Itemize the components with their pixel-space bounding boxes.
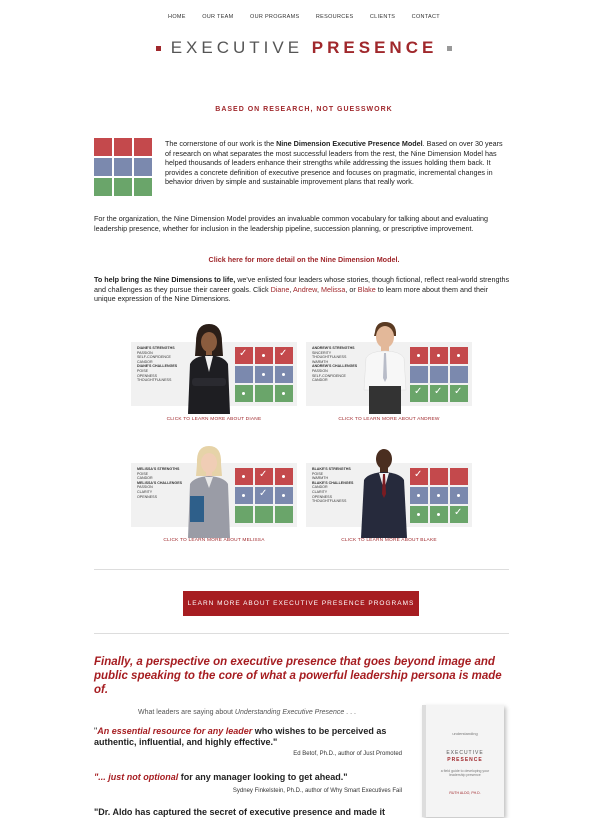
trait: CANDOR — [312, 378, 328, 383]
trait: SINCERITY — [312, 350, 332, 355]
trait: WARMTH — [312, 476, 329, 481]
testimonial-quote: "Dr. Aldo has captured the secret of executive presence and made it — [94, 807, 386, 817]
testimonial-attribution: Sydney Finkelstein, Ph.D., author of Why Smart Executives Fail — [232, 788, 402, 794]
melissa-grid-icon — [235, 468, 293, 523]
sep: , — [316, 284, 321, 294]
nav-clients[interactable]: CLIENTS — [369, 14, 396, 20]
nav-our-programs[interactable]: OUR PROGRAMS — [250, 14, 300, 20]
nav-resources[interactable]: RESOURCES — [315, 14, 354, 20]
tagline: Finally, a perspective on executive presence that goes beyond image and public speaking to the core of what a powerful leadership persona is made of. — [94, 656, 502, 696]
trait: SELF-CONFIDENCE — [312, 373, 346, 378]
quote-highlight: An essential resource for any leader — [97, 726, 253, 736]
trait: WARMTH — [312, 359, 329, 364]
intro-bold: Nine Dimension Executive Presence Model — [276, 139, 423, 148]
intro-lead: The cornerstone of our work is the — [165, 139, 277, 148]
trait: CANDOR — [137, 359, 153, 364]
intro-rest: . Based on over 30 years of research on what separates the most successful leaders from the rest, the Nine Dimension Model has helped thousands of leaders enhance their strengths while addressing the issues holding them back. It provides a concrete definition of executive presence and focuses on pragmatic, incremental changes in behavior driven by simple and sustainable improvement plans that really work. — [165, 139, 503, 187]
logo-square-icon — [156, 46, 161, 51]
quote-text: who wishes to be perceived as authentic, influential, and highly effective." — [94, 726, 387, 747]
intro-tail: . . . — [344, 709, 356, 716]
intro-lead: What leaders are saying about — [138, 709, 235, 716]
melissa-portrait[interactable] — [182, 444, 236, 538]
quote-text: for any manager looking to get ahead." — [178, 772, 348, 782]
blake-link[interactable]: Blake — [357, 284, 376, 294]
andrew-grid-icon — [410, 347, 468, 402]
leaders-text-end: to learn more about them and their unique expression of the Nine Dimensions. — [94, 284, 488, 304]
trait: CANDOR — [137, 476, 153, 481]
diane-link[interactable]: Diane — [270, 284, 290, 294]
nav-home[interactable]: HOME — [168, 14, 186, 20]
trait: OPENNESS — [312, 494, 332, 499]
diane-grid-icon — [235, 347, 293, 402]
trait: THOUGHTFULNESS — [137, 378, 172, 383]
trait: POISE — [137, 368, 148, 373]
andrew-portrait[interactable] — [358, 320, 412, 414]
trait: POISE — [312, 471, 323, 476]
challenges-title: ANDREW'S CHALLENGES — [312, 364, 358, 369]
nine-dimension-detail-link[interactable]: Click here for more detail on the Nine Dimension Model. — [208, 255, 400, 264]
blake-cta-link[interactable]: CLICK TO LEARN MORE ABOUT BLAKE — [341, 538, 437, 543]
book-title-line: PRESENCE — [447, 757, 483, 763]
strengths-title: ANDREW'S STRENGTHS — [312, 346, 355, 350]
book-subtitle: a field guide to developing your leadership presence — [440, 769, 490, 777]
strengths-title: BLAKE'S STRENGTHS — [312, 467, 351, 471]
challenges-title: DIANE'S CHALLENGES — [137, 364, 178, 369]
blake-portrait[interactable] — [356, 444, 412, 538]
top-nav — [0, 5, 608, 23]
intro-paragraph — [165, 139, 510, 187]
trait: OPENNESS — [137, 373, 157, 378]
trait: CANDOR — [312, 485, 328, 490]
quote-mark: " — [94, 726, 98, 736]
logo-word-presence: PRESENCE — [311, 38, 438, 57]
site-logo[interactable] — [0, 38, 608, 58]
trait: PASSION — [137, 350, 153, 355]
nav-our-team[interactable]: OUR TEAM — [202, 14, 234, 20]
blake-grid-icon — [410, 468, 468, 523]
trait: SELF-CONFIDENCE — [137, 355, 171, 360]
book-title: Understanding Executive Presence — [234, 709, 345, 716]
organization-paragraph: For the organization, the Nine Dimension Model provides an invaluable common vocabulary for talking about and evaluating leadership presence, whether for inclusion in the leadership pipeline, succession planning, or prescriptive improvement. — [94, 214, 488, 233]
learn-more-programs-button[interactable]: LEARN MORE ABOUT EXECUTIVE PRESENCE PROGRAMS — [183, 591, 419, 616]
detail-paragraph — [0, 255, 608, 265]
challenges-title: MELISSA'S CHALLENGES — [137, 480, 182, 485]
trait: CLARITY — [312, 489, 328, 494]
book-title-line: EXECUTIVE — [446, 750, 484, 756]
book-author: RUTH ALDO, PH.D. — [449, 791, 481, 795]
testimonial-quote — [94, 726, 394, 748]
melissa-link[interactable]: Melissa — [320, 284, 346, 294]
leaders-text: we've enlisted four leaders whose stories, though fictional, reflect real-world strengths and challenges as they pursue their career goals. Click — [94, 275, 510, 294]
nine-dimension-grid-icon — [94, 138, 154, 196]
testimonials-intro — [138, 707, 356, 718]
trait: THOUGHTFULNESS — [312, 499, 347, 504]
logo-square-icon — [447, 46, 452, 51]
andrew-link[interactable]: Andrew — [292, 284, 317, 294]
logo-word-executive: EXECUTIVE — [170, 38, 304, 57]
melissa-cta-link[interactable]: CLICK TO LEARN MORE ABOUT MELISSA — [163, 538, 265, 543]
sep: , or — [345, 284, 358, 294]
trait: POISE — [137, 471, 148, 476]
nav-contact[interactable]: CONTACT — [411, 14, 440, 20]
trait: THOUGHTFULNESS — [312, 355, 347, 360]
leaders-paragraph — [94, 275, 510, 304]
trait: PASSION — [137, 485, 153, 490]
diane-portrait[interactable] — [182, 322, 236, 414]
trait: CLARITY — [137, 489, 153, 494]
testimonial-quote — [94, 772, 394, 783]
leaders-bold: To help bring the Nine Dimensions to life, — [94, 275, 236, 284]
sep: , — [289, 284, 293, 294]
trait: OPENNESS — [137, 494, 157, 499]
section-headline: BASED ON RESEARCH, NOT GUESSWORK — [215, 106, 393, 113]
quote-highlight: "... just not optional — [94, 772, 179, 782]
book-cover-image[interactable] — [422, 705, 504, 817]
diane-cta-link[interactable]: CLICK TO LEARN MORE ABOUT DIANE — [166, 417, 262, 422]
trait: PASSION — [312, 368, 328, 373]
divider — [94, 633, 509, 634]
testimonial-attribution: Ed Betof, Ph.D., author of Just Promoted — [293, 751, 402, 757]
divider — [94, 569, 509, 570]
challenges-title: BLAKE'S CHALLENGES — [312, 480, 354, 485]
strengths-title: MELISSA'S STRENGTHS — [137, 467, 180, 471]
book-title-line: understanding — [452, 731, 478, 736]
andrew-cta-link[interactable]: CLICK TO LEARN MORE ABOUT ANDREW — [338, 417, 440, 422]
strengths-title: DIANE'S STRENGTHS — [137, 346, 175, 350]
